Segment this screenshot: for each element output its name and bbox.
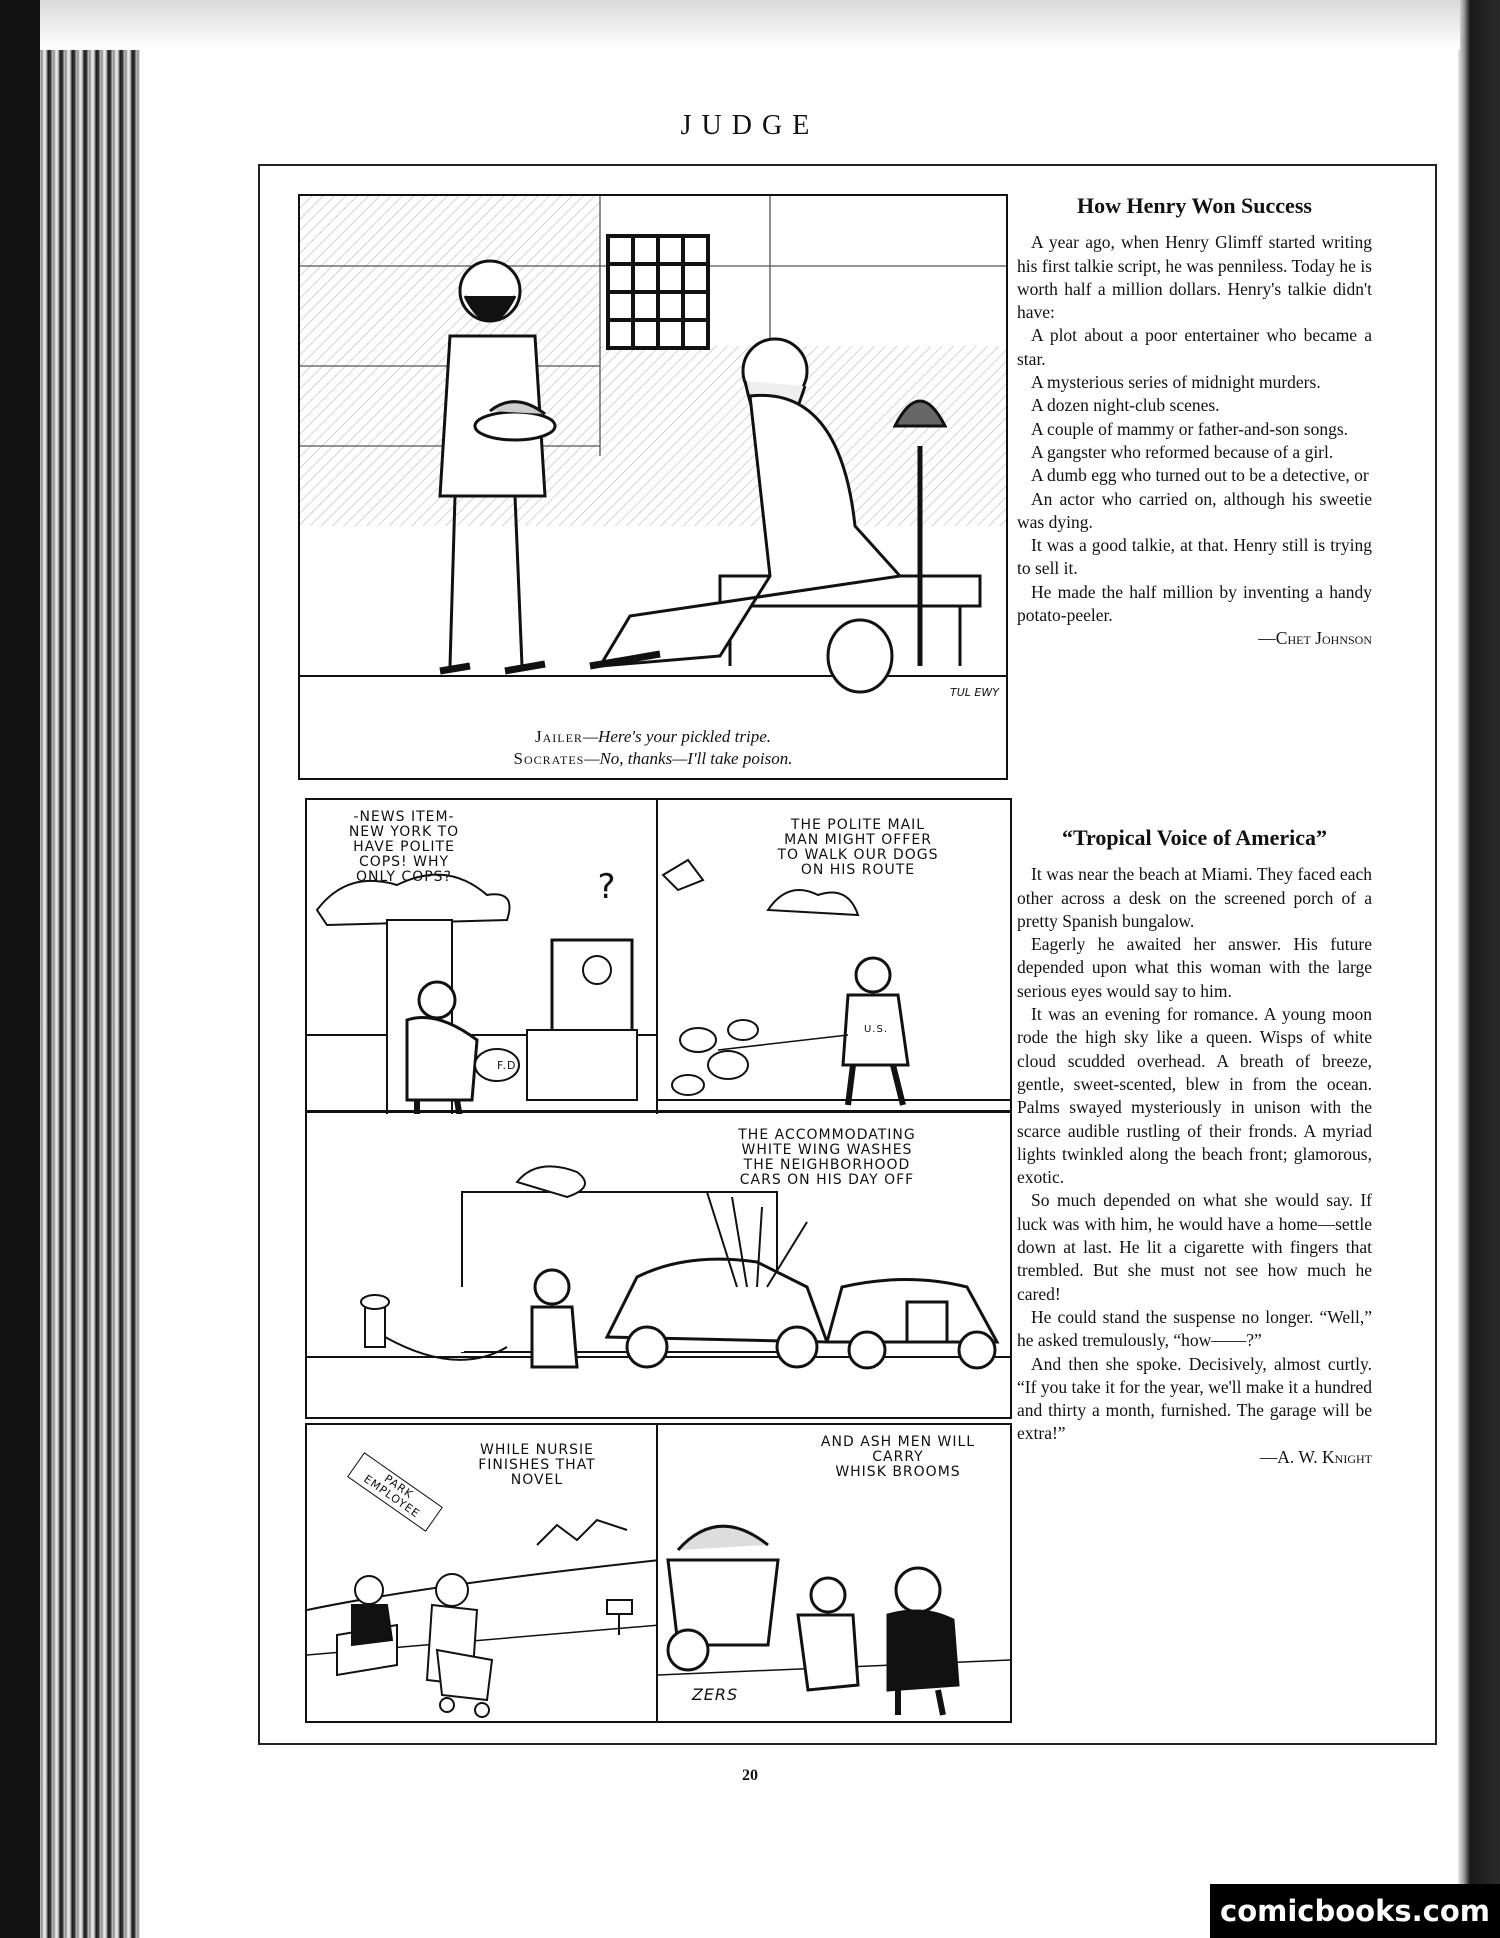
cartoon-socrates-panel (298, 194, 1008, 780)
comic-text-news-item: -NEWS ITEM- NEW YORK TO HAVE POLITE COPS! WHY ONLY COPS? (348, 809, 460, 885)
page-top-shadow (40, 0, 1460, 50)
comic-signature: ZERS (691, 1685, 739, 1704)
barred-window (608, 236, 708, 348)
hydrant (361, 1295, 389, 1347)
park-employee-sign: PARK EMPLOYEE (347, 1452, 443, 1532)
comic-text-ash-men: AND ASH MEN WILL CARRY WHISK BROOMS (820, 1434, 976, 1480)
article1-signature: —Chet Johnson (1258, 628, 1372, 649)
book-right-edge (1458, 0, 1500, 1938)
comic-badge-fd: F.D. (496, 1059, 522, 1072)
article1-paragraph: A plot about a poor entertainer who became a star. (1017, 325, 1372, 369)
article1-paragraph: An actor who carried on, although his sweetie was dying. (1017, 488, 1372, 532)
comic-text-nursie: WHILE NURSIE FINISHES THAT NOVEL (478, 1442, 596, 1488)
cartoon-socrates-drawing (300, 196, 1006, 778)
cartoon-caption-line1 (300, 726, 1006, 747)
article2-title: “Tropical Voice of America” (1062, 825, 1327, 850)
article1-paragraph: A mysterious series of midnight murders. (1031, 372, 1321, 393)
watermark: comicbooks.com (1210, 1884, 1500, 1938)
article2-paragraph: It was near the beach at Miami. They faced each other across a desk on the screened porch of a pretty Spanish bungalow. (1017, 864, 1372, 931)
article1-paragraph: It was a good talkie, at that. Henry still is trying to sell it. (1017, 535, 1372, 579)
article2-paragraph: And then she spoke. Decisively, almost curtly. “If you take it for the year, we'll make it a hundred and thirty a month, furnished. The garage will be extra!” (1017, 1353, 1372, 1444)
article1-paragraph: He made the half million by inventing a handy potato-peeler. (1017, 581, 1372, 626)
caption-text-socrates: —No, thanks—I'll take poison. (584, 749, 793, 768)
caption-speaker-jailer: Jailer (534, 727, 583, 746)
caption-text-jailer: —Here's your pickled tripe. (582, 727, 772, 746)
comic-text-white-wing: THE ACCOMMODATING WHITE WING WASHES THE NEIGHBORHOOD CARS ON HIS DAY OFF (738, 1127, 916, 1188)
article1-paragraph: A gangster who reformed because of a girl. (1031, 441, 1334, 462)
article2-signature: —A. W. Knight (1259, 1446, 1372, 1467)
cartoon-caption-line2 (300, 748, 1006, 769)
article1-paragraph: A couple of mammy or father-and-son songs. (1031, 418, 1349, 439)
page-number: 20 (742, 1767, 758, 1784)
comic-question-mark: ? (597, 867, 617, 907)
article2-paragraph: Eagerly he awaited her answer. His future depended upon what this woman with the large serious eyes would say to him. (1017, 934, 1372, 1001)
comic-panel-white-wing (305, 1110, 1012, 1419)
comic-text-mailman: THE POLITE MAIL MAN MIGHT OFFER TO WALK OUR DOGS ON HIS ROUTE (777, 817, 939, 878)
article2-paragraph: He could stand the suspense no longer. “Well,” he asked tremulously, “how——?” (1017, 1306, 1372, 1351)
comic-panel-nursie (305, 1423, 662, 1723)
article2-paragraph: So much depended on what she would say. If luck was with him, he would have a home—settle down at last. He lit a cigarette with fingers that trembled. But she must not see how much he cared! (1017, 1190, 1372, 1304)
comic-panel-ash-men (656, 1423, 1012, 1723)
article-tropical-voice-of-america (1017, 826, 1372, 1469)
article2-paragraph: It was an evening for romance. A young moon rode the high sky like a queen. Wisps of white cloud scudded overhead. A breath of breeze, gentle, sweet-scented, blew in from the ocean. Palms swayed mysteriously in unison with the scarce audible rustling of their fronds. A myriad lights twinkled along the beach front; glamorous, exotic. (1017, 1004, 1372, 1188)
book-spine-shadow (0, 0, 40, 1938)
article1-paragraph: A dumb egg who turned out to be a detective, or (1031, 465, 1369, 486)
article-how-henry-won-success (1017, 194, 1372, 651)
masthead: JUDGE (680, 110, 820, 141)
article1-paragraph: A year ago, when Henry Glimff started writing his first talkie script, he was penniless. Today he is worth half a million dollars. Henry's talkie didn't have: (1017, 232, 1372, 323)
article1-paragraph: A dozen night-club scenes. (1031, 395, 1220, 416)
article1-title: How Henry Won Success (1077, 193, 1312, 218)
cartoon-signature: TUL EWY (950, 686, 999, 699)
comic-badge-us: U.S. (863, 1024, 889, 1035)
caption-speaker-socrates: Socrates (513, 749, 585, 768)
